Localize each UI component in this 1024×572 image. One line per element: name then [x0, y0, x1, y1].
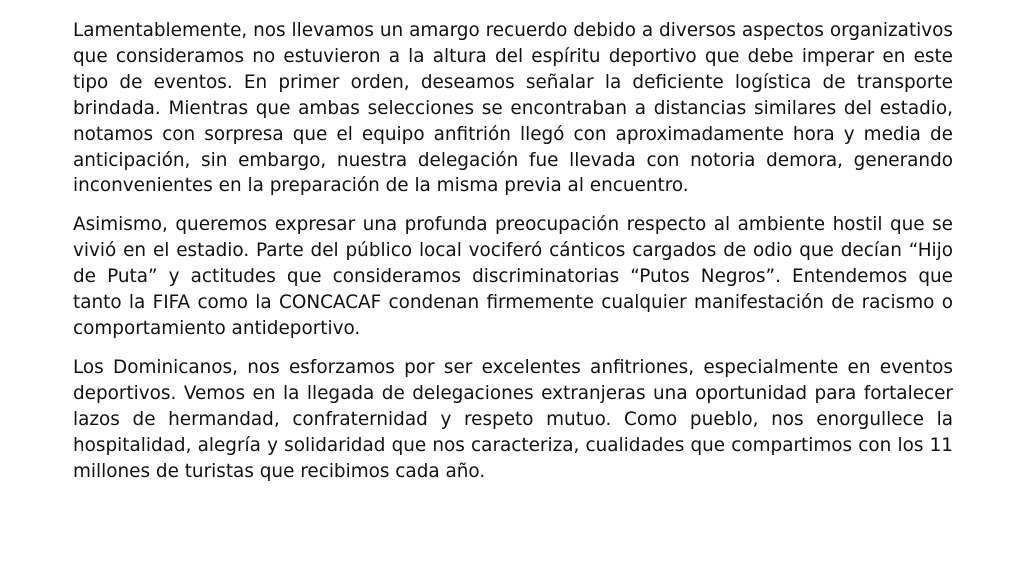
paragraph-transport-logistics: Lamentablemente, nos llevamos un amargo recuerdo debido a diversos aspectos organizativos que consideramos no estuvieron a la altura del espíritu deportivo que debe imperar en este tipo de eventos. En primer orden, deseamos señalar la deficiente logística de transporte brindada. Mientras que ambas selecciones se encontraban a distancias similares del estadio, notamos con sorpresa que el equipo anfitrión llegó con aproximadamente hora y media de anticipación, sin embargo, nuestra delegación fue llevada con notoria demora, generando inconvenientes en la preparación de la misma previa al encuentro. [73, 20, 953, 197]
paragraph-hostile-environment: Asimismo, queremos expresar una profunda preocupación respecto al ambiente hostil que se vivió en el estadio. Parte del público local vociferó cánticos cargados de odio que decían “Hijo de Puta” y actitudes que consideramos discriminatorias “Putos Negros”. Entendemos que tanto la FIFA como la CONCACAF condenan firmemente cualquier manifestación de racismo o comportamiento antideportivo. [73, 214, 953, 339]
paragraph-dominican-hospitality: Los Dominicanos, nos esforzamos por ser excelentes anfitriones, especialmente en eventos deportivos. Vemos en la llegada de delegaciones extranjeras una oportunidad para fortalecer lazos de hermandad, confraternidad y respeto mutuo. Como pueblo, nos enorgullece la hospitalidad, alegría y solidaridad que nos caracteriza, cualidades que compartimos con los 11 millones de turistas que recibimos cada año. [73, 356, 953, 482]
letter-body [73, 18, 953, 497]
